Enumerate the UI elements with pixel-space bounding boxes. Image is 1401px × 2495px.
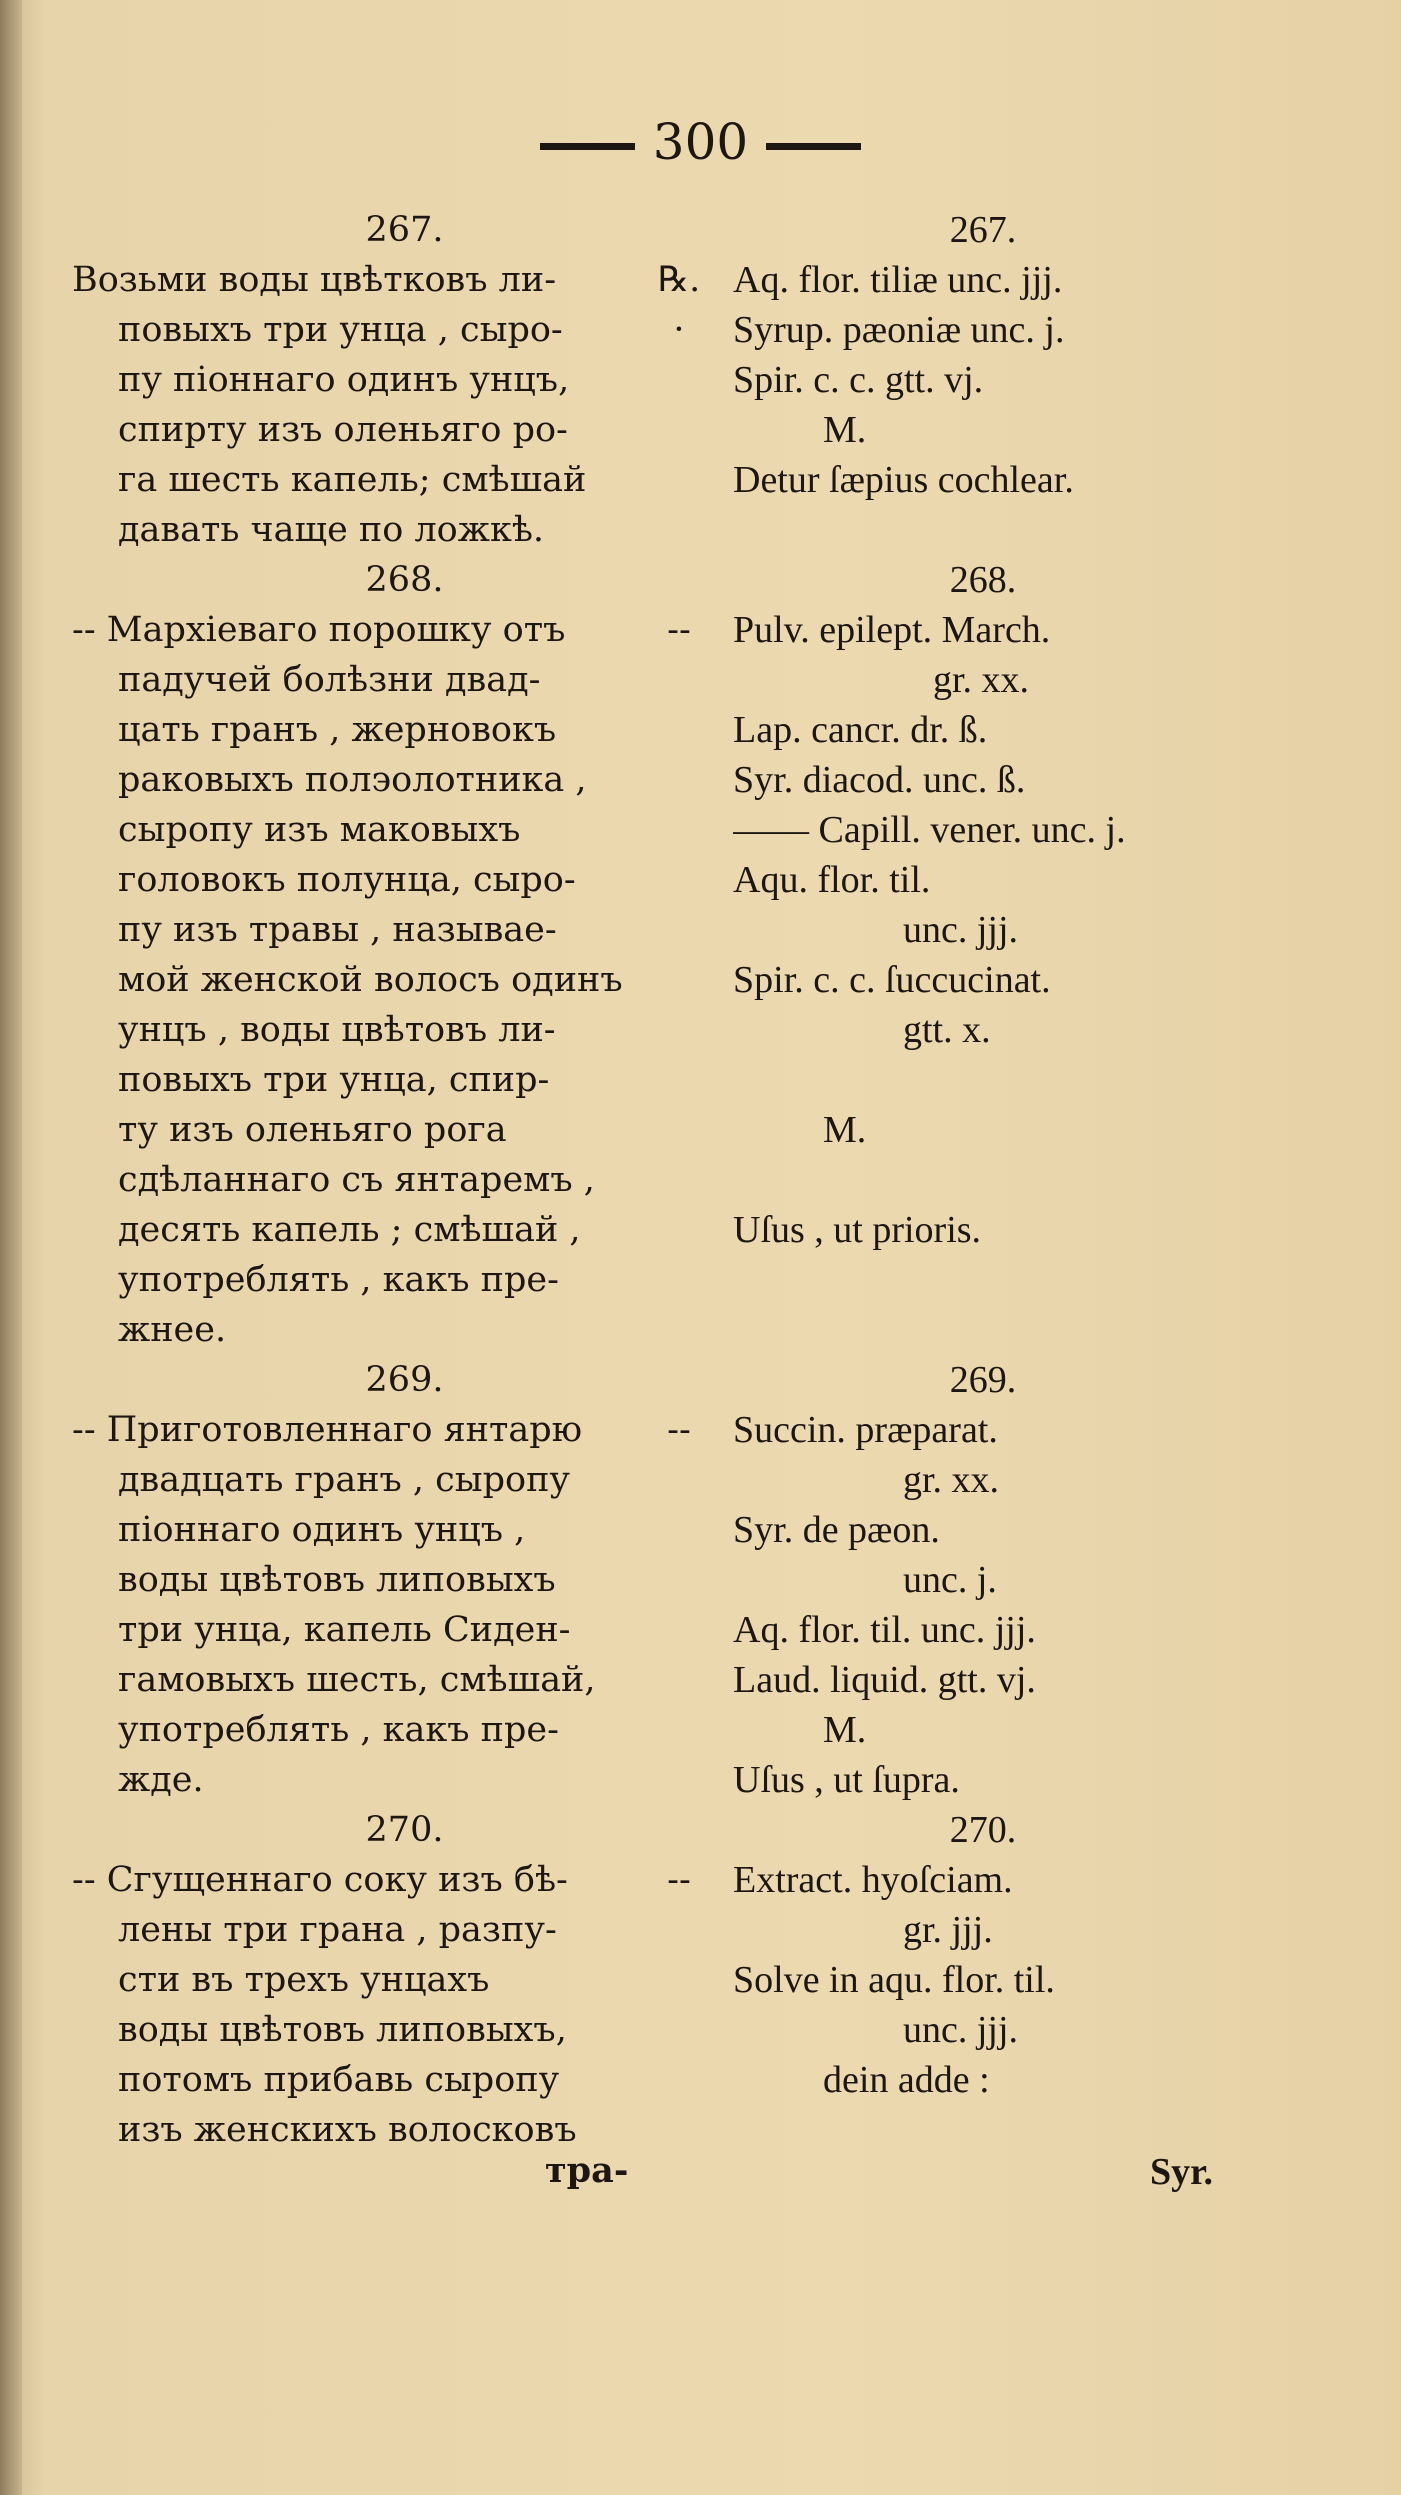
prescription-line: Uſus , ut prioris. xyxy=(733,1209,982,1251)
russian-text-column xyxy=(72,205,647,2155)
marker: ℞. xyxy=(657,260,701,300)
prescription-line: Succin. præparat. xyxy=(733,1409,998,1451)
marker xyxy=(648,205,710,255)
recipe-number: 270. xyxy=(949,1809,1017,1851)
marker xyxy=(648,1705,710,1755)
recipe-number: 268. xyxy=(949,559,1017,601)
text-line: двадцать гранъ , сыропу xyxy=(118,1460,571,1500)
marker xyxy=(648,405,710,455)
marker xyxy=(648,1505,710,1555)
header-rule-left xyxy=(540,143,635,150)
prescription-line: —— Capill. vener. unc. j. xyxy=(733,809,1126,851)
prescription-line: Laud. liquid. gtt. vj. xyxy=(733,1659,1036,1701)
text-line: ту изъ оленьяго рога xyxy=(118,1110,507,1150)
prescription-line: unc. jjj. xyxy=(903,2009,1019,2051)
text-line: гамовыхъ шесть, смѣшай, xyxy=(118,1660,596,1700)
marker xyxy=(648,1005,710,1055)
marker xyxy=(648,1805,710,1855)
prescription-line: Extract. hyoſciam. xyxy=(733,1859,1013,1901)
text-line: воды цвѣтовъ липовыхъ, xyxy=(118,2010,567,2050)
text-line: лены три грана , разпу- xyxy=(118,1910,557,1950)
prescription-line: M. xyxy=(823,1109,867,1151)
marker xyxy=(648,1155,710,1205)
recipe-number: 269. xyxy=(949,1359,1017,1401)
text-line: сти въ трехъ унцахъ xyxy=(118,1960,490,2000)
prescription-line: dein adde : xyxy=(823,2059,990,2101)
marker xyxy=(648,1455,710,1505)
text-line: три унца, капель Сиден- xyxy=(118,1610,571,1650)
page-header xyxy=(0,112,1401,172)
right-catchword: Syr. xyxy=(1150,2151,1214,2193)
marker xyxy=(648,955,710,1005)
marker: -- xyxy=(667,610,691,650)
text-line: падучей болѣзни двад- xyxy=(118,660,541,700)
page-spine-shadow xyxy=(0,0,22,2495)
text-line: давать чаще по ложкѣ. xyxy=(118,510,545,550)
marker xyxy=(648,1055,710,1105)
text-line: пу піоннаго одинъ унцъ, xyxy=(118,360,570,400)
marker xyxy=(648,905,710,955)
text-line: воды цвѣтовъ липовыхъ xyxy=(118,1560,556,1600)
text-line: мой женской волосъ одинъ xyxy=(118,960,623,1000)
text-line: потомъ прибавь сыропу xyxy=(118,2060,560,2100)
marker xyxy=(648,855,710,905)
prescription-line: gtt. x. xyxy=(903,1009,991,1051)
text-line: -- Сгущеннаго соку изъ бѣ- xyxy=(72,1860,568,1900)
prescription-line xyxy=(733,1155,1233,1205)
marker xyxy=(648,355,710,405)
text-line: пу изъ травы , называе- xyxy=(118,910,557,950)
prescription-line: Pulv. epilept. March. xyxy=(733,609,1051,651)
marker: · xyxy=(673,310,685,350)
prescription-line: Detur ſæpius cochlear. xyxy=(733,459,1074,501)
header-rule-right xyxy=(766,143,861,150)
prescription-line: unc. jjj. xyxy=(903,909,1019,951)
prescription-line: Lap. cancr. dr. ß. xyxy=(733,709,988,751)
recipe-number: 267. xyxy=(949,209,1017,251)
prescription-line: gr. xx. xyxy=(933,659,1030,701)
text-line: десять капель ; смѣшай , xyxy=(118,1210,581,1250)
text-line: жде. xyxy=(118,1760,204,1800)
text-line: піоннаго одинъ унцъ , xyxy=(118,1510,526,1550)
text-line: употреблять , какъ пре- xyxy=(118,1710,559,1750)
marker xyxy=(648,505,710,555)
marker xyxy=(648,1205,710,1255)
marker xyxy=(648,1655,710,1705)
recipe-number: 270. xyxy=(365,1810,444,1850)
marker xyxy=(648,705,710,755)
marker xyxy=(648,1255,710,1305)
text-line: повыхъ три унца, спир- xyxy=(118,1060,550,1100)
marker xyxy=(648,805,710,855)
marker: -- xyxy=(667,1410,691,1450)
text-line: головокъ полунца, сыро- xyxy=(118,860,576,900)
text-line: жнее. xyxy=(118,1310,227,1350)
prescription-line: gr. xx. xyxy=(903,1459,1000,1501)
marker xyxy=(648,755,710,805)
prescription-line xyxy=(733,505,1233,555)
marker xyxy=(648,655,710,705)
prescription-line: M. xyxy=(823,1709,867,1751)
prescription-line: Syr. de pæon. xyxy=(733,1509,940,1551)
prescription-line: Uſus , ut ſupra. xyxy=(733,1759,960,1801)
marker xyxy=(648,1755,710,1805)
prescription-line: unc. j. xyxy=(903,1559,997,1601)
prescription-line: Syr. diacod. unc. ß. xyxy=(733,759,1026,801)
left-catchword: тра- xyxy=(545,2150,629,2191)
text-line: Возьми воды цвѣтковъ ли- xyxy=(72,260,557,300)
marker: -- xyxy=(667,1860,691,1900)
marker-column xyxy=(648,205,710,1905)
prescription-line: gr. jjj. xyxy=(903,1909,993,1951)
prescription-line xyxy=(733,1305,1233,1355)
prescription-line: Spir. c. c. gtt. vj. xyxy=(733,359,984,401)
recipe-number: 267. xyxy=(365,210,444,250)
prescription-line: Solve in aqu. flor. til. xyxy=(733,1959,1055,2001)
prescription-line: Aq. flor. til. unc. jjj. xyxy=(733,1609,1036,1651)
recipe-number: 268. xyxy=(365,560,444,600)
prescription-line: Aqu. flor. til. xyxy=(733,859,931,901)
text-line: унцъ , воды цвѣтовъ ли- xyxy=(118,1010,556,1050)
text-line: цать гранъ , жерновокъ xyxy=(118,710,557,750)
text-line: сдѣланнаго съ янтаремъ , xyxy=(118,1160,595,1200)
page-number: 300 xyxy=(652,113,749,171)
marker xyxy=(648,455,710,505)
text-line: спирту изъ оленьяго ро- xyxy=(118,410,568,450)
prescription-line xyxy=(733,1255,1233,1305)
marker xyxy=(648,1355,710,1405)
text-line: изъ женскихъ волосковъ xyxy=(118,2110,577,2150)
prescription-line: M. xyxy=(823,409,867,451)
latin-prescription-column xyxy=(733,205,1233,2105)
prescription-line xyxy=(733,1055,1233,1105)
text-line: повыхъ три унца , сыро- xyxy=(118,310,563,350)
prescription-line: Syrup. pæoniæ unc. j. xyxy=(733,309,1065,351)
prescription-line: Spir. c. c. ſuccucinat. xyxy=(733,959,1051,1001)
text-line: -- Приготовленнаго янтарю xyxy=(72,1410,583,1450)
text-line: -- Мархіеваго порошку отъ xyxy=(72,610,566,650)
marker xyxy=(648,1555,710,1605)
text-line: употреблять , какъ пре- xyxy=(118,1260,559,1300)
text-line: га шесть капель; смѣшай xyxy=(118,460,587,500)
marker xyxy=(648,555,710,605)
marker xyxy=(648,1105,710,1155)
recipe-number: 269. xyxy=(365,1360,444,1400)
marker xyxy=(648,1305,710,1355)
text-line: раковыхъ полэолотника , xyxy=(118,760,587,800)
prescription-line: Aq. flor. tiliæ unc. jjj. xyxy=(733,259,1063,301)
text-line: сыропу изъ маковыхъ xyxy=(118,810,521,850)
marker xyxy=(648,1605,710,1655)
